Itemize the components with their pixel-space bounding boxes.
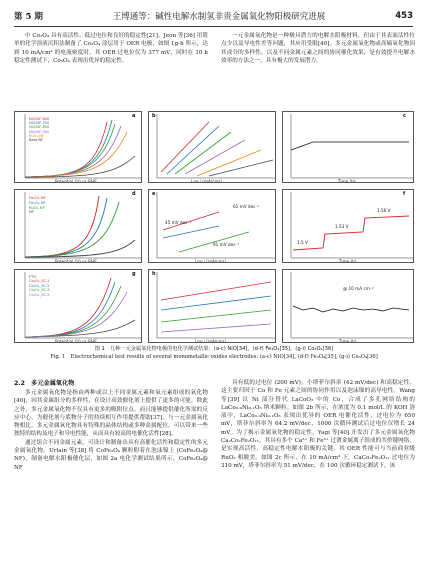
legend-item: Bare NF: [29, 138, 44, 143]
x-axis-label: Potential (V) vs RHE: [55, 259, 97, 264]
panel-label: a: [132, 113, 136, 119]
panel-c: [282, 111, 414, 183]
panel-d: [14, 189, 142, 263]
panel-label: d: [132, 191, 136, 197]
current-annotation: @ 10 mA cm⁻²: [343, 286, 374, 291]
x-axis-label: Time (h): [338, 179, 356, 184]
legend-item: Ni/CNF-900: [29, 129, 50, 134]
paragraph: 具有低的过电位 (200 mV)，小塔菲尔斜率 (42 mV/dec) 和高稳定性，这主要归因于 Co 和 Fe 元素之间的协同作用以及泡沫镍的高导电性。Wang 等[39] 以 Ni 部分替代 LaCoO₃ 中的 Co，合成了多孔网络结构的 LaCo₀.₉Ni₀.₁O₃ 纳米颗粒。如图 2b 所示，在浓度为 0.1 mol/L 的 KOH 溶液中，LaCo₀.₉Ni₀.₁O₃ 表现出优异的 OER 电催化活性，过电位为 650 mV，塔菲尔斜率为 64.2 mV/dec，1000 次循环测试后过电位仅增长 24 mV。为了揭示金属氧化物的稳定性，Yagi 等[40] 开发出了多元金属氧化物 Ca₂Co₂Fe₂O₁₁，其具有多个 Ca²⁺ 和 Fe³⁺ 过渡金属离子组成的共价键网络，是实现高活性、高稳定性电解水阳极的关键。其 OER 性能可与当前商业级 RuO₂ 相媲美。如图 2c 所示，在 10 mA/cm² 下，CaCo₂Fe₂O₁₁ 过电位为 310 mV，塔菲尔斜率为 51 mV/dec，在 100 次循环稳定测试下，该: [221, 380, 415, 469]
x-axis-label: Time (h): [339, 339, 357, 344]
tafel-annotation: 45 mV dec⁻¹: [165, 220, 192, 225]
issue-number: 第 5 期: [14, 12, 43, 22]
legend: [29, 196, 46, 215]
legend: [29, 117, 49, 142]
legend-item: Fe₂O₃-NF: [29, 195, 46, 200]
panel-f-plot: [283, 190, 414, 263]
x-axis-label: Potential (V) vs RHE: [55, 339, 97, 344]
voltage-label: 1.53 V: [335, 224, 349, 229]
panel-i-plot: [283, 270, 414, 343]
panel-g: [14, 269, 142, 343]
legend-item: Co₃O₄_SC-1: [29, 279, 50, 284]
panel-c-plot: [283, 112, 414, 183]
x-axis-label: Time (h): [339, 259, 357, 264]
legend-item: Ni/CNF-800: [29, 125, 50, 130]
legend-item: Co₃O₄_SC-2: [29, 283, 50, 288]
panel-h: [148, 269, 276, 343]
panel-label: b: [152, 113, 156, 119]
paragraph: 中 Co₃O₄ 具有高活性、低过电位和良好的稳定性[21]。Jeon 等[36] 用简单的化学溶液沉积法制备了 Co₃O₄ 涂层用于 OER 电极，如图 1g-h 所示，达到 10 mA/cm² 的电流密度时，其 OER 过电位仅为 377 mV，同时在 10 h 稳定性测试下，Co₃O₄ 表现出优异的稳定性。: [14, 33, 208, 64]
tafel-annotation: 91 mV dec⁻¹: [213, 242, 240, 247]
panel-f: [282, 189, 414, 263]
panel-b-plot: [149, 112, 276, 183]
panel-h-plot: [149, 270, 276, 343]
panel-label: e: [152, 191, 156, 197]
paragraph: 通过组合不同金属元素，可设计和制备出具有高催化活性和稳定性的多元金属氧化物。Urlain 等[38] 将 CoFe₂O₄ 颗粒附着在泡沫镍上 (CoFe₂O₄@ NF)，制备电解水阳极催化层，如图 2a 电化学测试结果所示，CoFe₂O₄@ NF: [14, 439, 208, 471]
legend-item: NF: [29, 209, 35, 215]
panel-label: g: [132, 271, 136, 277]
legend-item: Co₃O₄_SC-3: [29, 288, 50, 293]
voltage-label: 1.56 V: [377, 208, 391, 213]
panel-label: f: [403, 191, 406, 197]
caption-en: Fig. 1 Electrochemical test results of several monometallic oxides electrodes: (a-c) NiO[34], (d-f) Fe₃O₄[35], (g-i) Co₃O₄[36]: [50, 353, 378, 360]
panel-label: c: [403, 113, 406, 119]
x-axis-label: Log j (mA/cm²): [195, 339, 226, 344]
left-column-top: [14, 32, 208, 65]
tafel-annotation: 61 mV dec⁻¹: [233, 204, 260, 209]
panel-a: [14, 111, 142, 183]
legend-item: Fe₃O₄-NF: [29, 199, 46, 205]
legend: [29, 275, 50, 297]
panel-b: [148, 111, 276, 183]
paragraph: 一元金属氧化物是一种极具潜力的电解水阳极材料，但由于其表面活性位点少以及导电性差等问题，其应用受限[40]。多元金属氧化物或高熵氧化物因其成分的多样性，以及不同金属元素之间的协同催化效果，是有效提升电解水效率的方法之一，具有极大的发展潜力。: [221, 33, 415, 64]
voltage-label: 1.5 V: [297, 240, 308, 245]
figure-caption: [14, 346, 414, 361]
legend-item: RuO₂-NF: [29, 204, 45, 210]
running-header: [14, 9, 413, 27]
section-heading: 2.2 多元金属氧化物: [14, 380, 75, 387]
legend-item: Co₃O₄_SC-5: [29, 292, 50, 297]
x-axis-label: Log j (mA/cm²): [191, 179, 222, 184]
panel-e-plot: [149, 190, 276, 263]
paragraph: 多元金属氧化物是指由两种或以上不同金属元素和氧元素组成的氧化物[40]，因其金属组分的多样性，在设计高效催化剂上提供了更多的可能。除此之外，多元金属氧化物不仅具有更多的吸附位点，而且能够提供催化所需的反应中心，为催化剂与底物分子的持续相互作用提供帮助[37]。与一元金属氧化物相比，多元金属氧化物具有特殊的晶体结构或多种金属配位，可以带来一些独特的结构及电子和导电性能，从而具有较高的电催化活性[28]。: [14, 390, 208, 438]
legend-item: FTO: [29, 275, 37, 279]
panel-i: [282, 269, 414, 343]
panel-label: h: [152, 271, 156, 277]
page-number: 453: [395, 11, 413, 21]
legend-item: RuO₂-NF: [29, 133, 44, 138]
figure-1: [14, 111, 414, 343]
caption-cn: 图 1 几种一元金属氧化物电极的电化学测试结果：(a-c) NiO[34]，(d-f) Fe₃O₄[35]，(g-i) Co₃O₄[36]: [94, 346, 334, 352]
legend-item: Ni/CNF-700: [29, 121, 50, 126]
right-column-top: [221, 32, 415, 65]
panel-e: [148, 189, 276, 263]
right-column-bottom: [221, 379, 415, 470]
legend-item: Ni/CNF-600: [29, 117, 50, 121]
left-column-bottom: [14, 379, 208, 472]
x-axis-label: Potential (V) vs RHE: [55, 179, 97, 184]
running-title: 王博通等：碱性电解水制氢非贵金属氧化物阳极研究进展: [112, 12, 326, 22]
x-axis-label: Log j (mA/cm²): [195, 259, 226, 264]
